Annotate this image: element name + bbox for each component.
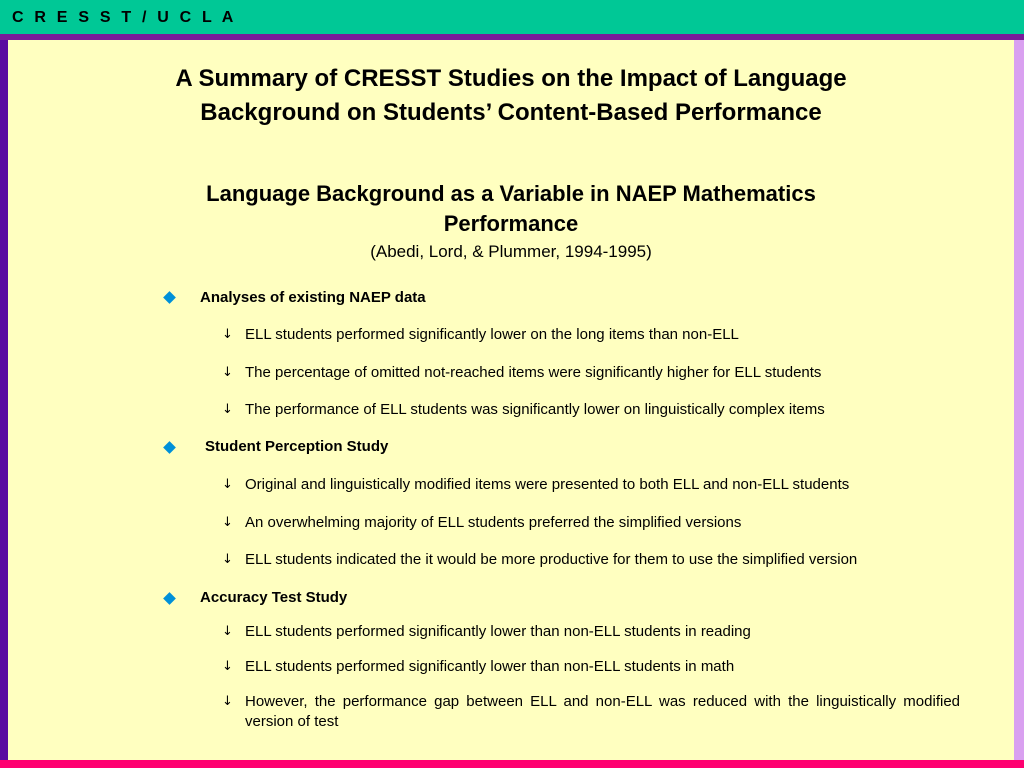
down-arrow-icon: ↓: [222, 365, 233, 380]
list-item: The performance of ELL students was significantly lower on linguistically complex items: [245, 401, 825, 418]
list-item: However, the performance gap between ELL and non-ELL was reduced with the linguistically modified version of test: [245, 693, 960, 730]
down-arrow-icon: ↓: [222, 659, 233, 674]
down-arrow-icon: ↓: [222, 694, 233, 709]
down-arrow-icon: ↓: [222, 327, 233, 342]
list-item: ELL students performed significantly lower than non-ELL students in math: [245, 658, 735, 675]
down-arrow-icon: ↓: [222, 402, 233, 417]
title-line-2: Background on Students’ Content-Based Performance: [200, 99, 822, 126]
list-item: ELL students performed significantly lower than non-ELL students in reading: [245, 623, 751, 640]
down-arrow-icon: ↓: [222, 515, 233, 530]
section-label: Student Perception Study: [205, 438, 389, 455]
list-item: ELL students indicated the it would be more productive for them to use the simplified version: [245, 551, 858, 568]
subtitle-line-2: Performance: [443, 211, 579, 236]
section-label: Analyses of existing NAEP data: [200, 289, 426, 306]
list-item: Original and linguistically modified items were presented to both ELL and non-ELL students: [245, 476, 850, 493]
down-arrow-icon: ↓: [222, 624, 233, 639]
citation: (Abedi, Lord, & Plummer, 1994-1995): [370, 242, 652, 261]
list-item: ELL students performed significantly lower on the long items than non-ELL: [245, 326, 739, 343]
left-border: [0, 40, 8, 760]
list-item: An overwhelming majority of ELL students preferred the simplified versions: [245, 514, 742, 531]
down-arrow-icon: ↓: [222, 552, 233, 567]
brand-label: C R E S S T / U C L A: [12, 9, 237, 26]
header-bar: [0, 0, 1024, 34]
subtitle-line-1: Language Background as a Variable in NAEP Mathematics: [206, 181, 816, 206]
slide-title: [8, 62, 1014, 130]
list-item: The percentage of omitted not-reached items were significantly higher for ELL students: [245, 364, 822, 381]
bottom-border: [0, 760, 1024, 768]
down-arrow-icon: ↓: [222, 477, 233, 492]
right-border: [1014, 40, 1024, 760]
title-line-1: A Summary of CRESST Studies on the Impact of Language: [175, 65, 847, 92]
slide-subtitle: [8, 179, 1014, 239]
section-label: Accuracy Test Study: [200, 589, 348, 606]
